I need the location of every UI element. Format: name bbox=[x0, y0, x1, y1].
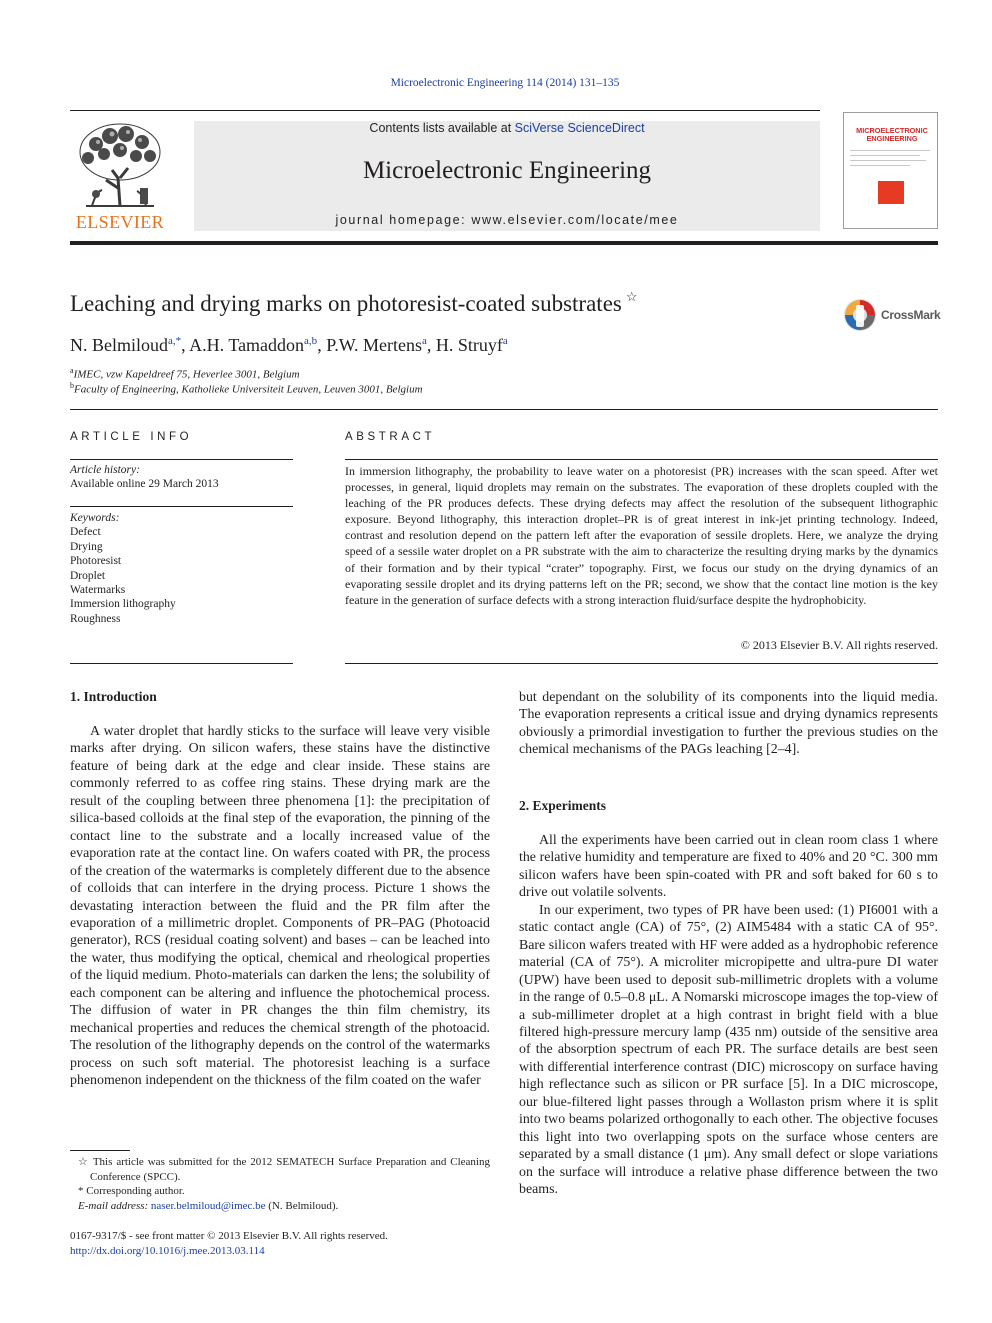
keyword: Watermarks bbox=[70, 584, 126, 597]
footnote-email bbox=[70, 1199, 490, 1214]
author-affil-link[interactable]: a,b bbox=[304, 335, 318, 347]
cover-image bbox=[878, 181, 904, 204]
paragraph: but dependant on the solubility of its components into the liquid media. The evaporation represents a critical issue and drying dynamics represents obviously a primordial investigation to further the previous studies on the chemical mechanisms of the PAGs leaching [2–4]. bbox=[519, 690, 938, 758]
cover-decor-line bbox=[850, 150, 930, 151]
cover-decor-line bbox=[850, 160, 926, 161]
crossmark-badge[interactable] bbox=[843, 297, 943, 333]
journal-banner bbox=[194, 121, 820, 231]
author-name: P.W. Mertens bbox=[326, 335, 423, 355]
title-footnote-mark[interactable]: ☆ bbox=[625, 289, 638, 304]
author-sep: , bbox=[426, 335, 436, 355]
contents-line bbox=[194, 121, 820, 135]
article-info-heading: ARTICLE INFO bbox=[70, 431, 193, 443]
cover-decor-line bbox=[850, 155, 920, 156]
email-label: E-mail address: bbox=[78, 1199, 149, 1212]
author-list bbox=[70, 335, 508, 356]
affiliation-a bbox=[70, 366, 300, 381]
article-title bbox=[70, 291, 638, 317]
keyword: Defect bbox=[70, 526, 101, 539]
affiliation-mark: a bbox=[70, 366, 74, 375]
author-affil-link[interactable]: a bbox=[502, 335, 508, 347]
abstract-text: In immersion lithography, the probability to leave water on a photoresist (PR) increases with the scan speed. After wet processes, in general, liquid droplets may remain on the substrates. The evaporation of these droplets coupled with the leaching of the PR produces defects. These drying defects may affect the resolution of the subsequent lithographic exposure. Beyond lithography, this interaction droplet–PR is of great interest in ink-jet printing technology. Indeed, contrast and resolution depend on the pattern left after the evaporation of sessile droplets. Here, we analyze the drying speed of a sessile water droplet on a PR substrate with the aim to characterize the resulting drying marks by the dynamics of their formation and by their typical “crater” topography. First, we focus our study on the drying dynamics of an evaporating sessile droplet and its drying patterns left on the PR; second, we show that the contact line motion is the key feature in the generation of surface defects with a strong interaction fluid/surface despite the hydrophobicity. bbox=[345, 464, 938, 607]
journal-cover-thumbnail[interactable] bbox=[843, 112, 938, 229]
footnote-star bbox=[70, 1155, 490, 1184]
author-name: A.H. Tamaddon bbox=[189, 335, 305, 355]
doi-link[interactable]: http://dx.doi.org/10.1016/j.mee.2013.03.114 bbox=[70, 1244, 265, 1257]
crossmark-label: CrossMark bbox=[881, 308, 941, 322]
keyword: Droplet bbox=[70, 569, 106, 582]
journal-citation[interactable]: Microelectronic Engineering 114 (2014) 131–135 bbox=[390, 77, 620, 89]
article-title-text: Leaching and drying marks on photoresist-coated substrates bbox=[70, 291, 622, 316]
homepage-link[interactable]: www.elsevier.com/locate/mee bbox=[471, 213, 679, 227]
keywords-rule bbox=[70, 506, 293, 507]
crossmark-icon bbox=[843, 297, 877, 333]
footnotes bbox=[70, 1155, 490, 1213]
author-affil-link[interactable]: a bbox=[422, 335, 427, 347]
abstract-copyright: © 2013 Elsevier B.V. All rights reserved. bbox=[740, 638, 938, 652]
author-email-link[interactable]: naser.belmiloud@imec.be bbox=[150, 1199, 266, 1212]
paragraph: A water droplet that hardly sticks to the surface will leave very visible marks after drying. On silicon wafers, these stains have the distinctive feature of being dark at the edge and clear inside. These stains are commonly referred to as coffee ring stains. These drying mark are the result of the coupling between three phenomena [1]: the precipitation of silica-based colloids at the final step of the evaporation, the pinning of the contact line to the substrate and a locally increased value of the evaporation rate at the contact line. On wafers coated with PR, the process of the creation of the watermarks is completely different due to the absence of colloids that can interfere in the drying process. Picture 1 shows the devastating interaction between the fluid and the PR film after the evaporation of a millimetric droplet. Components of PR–PAG (Photoacid generator), RCS (residual coating solvent) and bases – can be leached into the water, thus modifying the optical, chemical and rheological properties of the liquid medium. Photo-materials can darken the lens; the solubility of each component can be altering and influence the photochemical process. The diffusion of water in PR changes the thin film chemistry, its mechanical properties and reduces the chemical strength of the photoacid. The resolution of the lithography depends on the control of the watermarks process on such soft material. The photoresist leaching is a surface phenomenon independent on the thickness of the film coated on the wafer bbox=[70, 724, 490, 1089]
keyword: Roughness bbox=[70, 612, 121, 625]
affiliation-mark: b bbox=[70, 381, 74, 390]
paragraph: All the experiments have been carried out in clean room class 1 where the relative humidity and temperature are fixed to 40% and 20 °C. 300 mm silicon wafers have been spin-coated with PR and soft baked for 60 s to drive out volatile solvents. bbox=[519, 833, 938, 901]
cover-title-line2: ENGINEERING bbox=[866, 134, 918, 143]
author-affil-link[interactable]: a,* bbox=[168, 335, 182, 347]
issn-doi-block bbox=[70, 1229, 388, 1258]
footnote-mark: ☆ bbox=[78, 1156, 90, 1168]
tree-icon bbox=[66, 118, 174, 214]
abstract-heading: ABSTRACT bbox=[345, 431, 436, 443]
footnote-rule bbox=[70, 1150, 130, 1151]
article-history bbox=[70, 463, 219, 492]
footnote-corresponding bbox=[70, 1184, 490, 1199]
introduction-continued bbox=[519, 689, 938, 759]
section-heading-experiments: 2. Experiments bbox=[519, 798, 606, 813]
issn-line: 0167-9317/$ - see front matter © 2013 Elsevier B.V. All rights reserved. bbox=[70, 1230, 388, 1242]
article-info-rule bbox=[70, 459, 293, 460]
abstract-rule bbox=[345, 459, 938, 460]
contents-prefix: Contents lists available at bbox=[369, 121, 515, 135]
cover-title bbox=[848, 127, 936, 143]
experiments-text bbox=[519, 832, 938, 1199]
abstract-bottom-rule bbox=[345, 663, 938, 664]
section-heading-introduction: 1. Introduction bbox=[70, 689, 157, 704]
keywords-block bbox=[70, 511, 176, 626]
publisher-name[interactable]: ELSEVIER bbox=[75, 212, 165, 232]
journal-title: Microelectronic Engineering bbox=[362, 157, 652, 184]
introduction-text bbox=[70, 723, 490, 1090]
keyword: Immersion lithography bbox=[70, 598, 176, 611]
keyword: Drying bbox=[70, 540, 103, 553]
paragraph: In our experiment, two types of PR have been used: (1) PI6001 with a static contact angle (CA) of 75°, (2) AIM5484 with a static CA of 95°. Bare silicon wafers treated with HF were added as a hydrophobic reference material (CA of 75°). A microliter micropipette and ultra-pure DI water (UPW) have been used to deposit sub-millimetric droplets with a volume in the range of 0.5–0.8 μL. A Nomarski microscope images the top-view of a sub-millimeter droplet at a high contrast in bright field with a blue filtered high-pressure mercury lamp (435 nm) outside of the sensitive area of the absorption spectrum of each PR. The surface details are best seen with differential interference contrast (DIC) microscopy on surface having high reflectance such as silicon or PR surface [5]. In a DIC microscope, our blue-filtered light passes through a Wollaston prism where it is split into two beams polarized orthogonally to each other. The objective focuses this light into two overlapping spots on the surface whose centers are separated by a small distance (1 μm). Any small defect or slope variations on the surface will introduce a relative phase difference between the two beams. bbox=[519, 902, 938, 1198]
header-bottom-rule bbox=[70, 241, 938, 245]
keyword: Photoresist bbox=[70, 555, 122, 568]
header-top-rule bbox=[70, 110, 820, 111]
author-sep: , bbox=[181, 335, 190, 355]
article-info-bottom-rule bbox=[70, 663, 293, 664]
author-name: N. Belmiloud bbox=[70, 335, 168, 355]
homepage-prefix: journal homepage: bbox=[335, 213, 472, 227]
author-name: H. Struyf bbox=[435, 335, 503, 355]
affiliation-text: IMEC, vzw Kapeldreef 75, Heverlee 3001, Belgium bbox=[73, 368, 300, 381]
email-suffix: (N. Belmiloud). bbox=[268, 1199, 339, 1212]
footnote-text: Corresponding author. bbox=[86, 1185, 185, 1197]
footnote-text: This article was submitted for the 2012 SEMATECH Surface Preparation and Cleaning Conference (SPCC). bbox=[90, 1156, 490, 1183]
affiliation-b bbox=[70, 381, 423, 396]
title-block-rule bbox=[70, 409, 938, 410]
footnote-mark: * bbox=[78, 1185, 84, 1197]
cover-title-line1: MICROELECTRONIC bbox=[856, 126, 928, 135]
affiliation-text: Faculty of Engineering, Katholieke Universiteit Leuven, Leuven 3001, Belgium bbox=[74, 383, 423, 396]
history-value: Available online 29 March 2013 bbox=[70, 478, 219, 491]
keywords-label: Keywords: bbox=[70, 512, 120, 524]
author-sep: , bbox=[317, 335, 327, 355]
homepage-line bbox=[194, 213, 820, 227]
cover-decor-line bbox=[850, 165, 910, 166]
history-label: Article history: bbox=[70, 464, 140, 476]
sciencedirect-link[interactable]: SciVerse ScienceDirect bbox=[514, 121, 645, 135]
